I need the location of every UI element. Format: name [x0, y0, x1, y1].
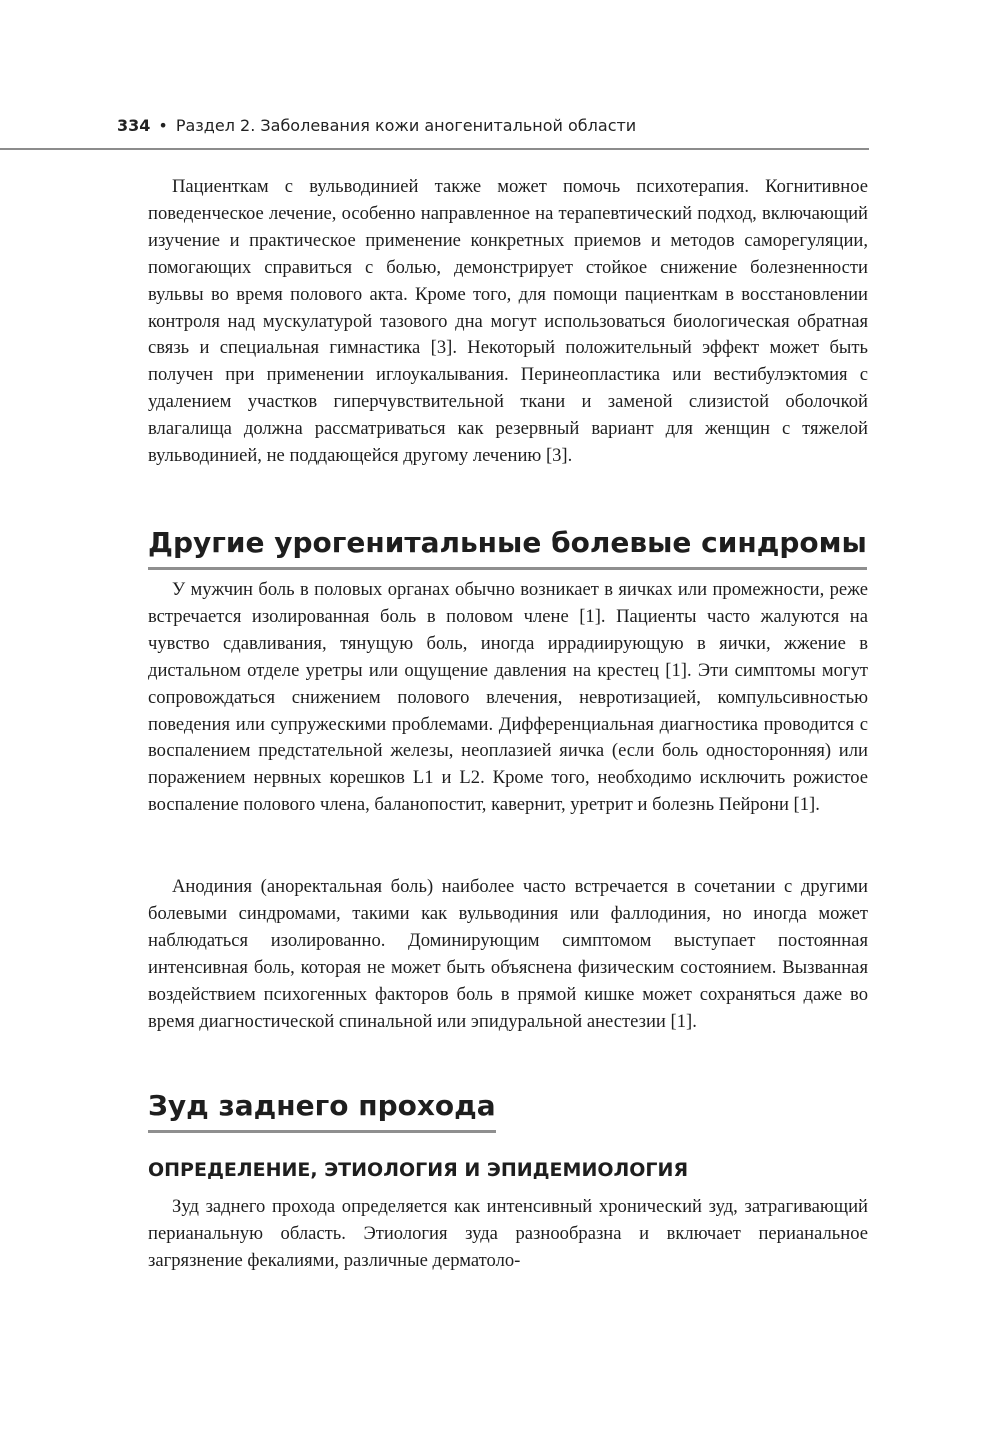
paragraph-male-genital-pain: У мужчин боль в половых органах обычно возникает в яичках или промежности, реже встречается изолированная боль в половом члене [1]. Пациенты часто жалуются на чувство сдавливания, тянущую боль, иногда иррадиирующую в яички, жжение в дистальном отделе уретры или ощущение давления на крестец [1]. Эти симптомы могут сопровождаться снижением полового влечения, невротизацией, компульсивностью поведения или супружескими проблемами. Дифференциальная диагностика проводится с воспалением предстательной железы, неоплазией яичка (если боль односторонняя) или поражением нервных корешков L1 и L2. Кроме того, необходимо исключить рожистое воспаление полового члена, баланопостит, кавернит, уретрит и болезнь Пейрони [1]. [148, 579, 868, 816]
section-title: Раздел 2. Заболевания кожи аногенитальной области [175, 116, 637, 135]
paragraph-vulvodynia-treatment: Пациенткам с вульводинией также может помочь психотерапия. Когнитивное поведенческое лечение, особенно направленное на терапевтический подход, включающий изучение и практическое применение конкретных приемов и методов саморегуляции, помогающих справиться с болью, демонстрирует стойкое снижение болезненности вульвы во время полового акта. Кроме того, для помощи пациенткам в восстановлении контроля над мускулатурой тазового дна могут использоваться биологическая обратная связь и специальная гимнастика [3]. Некоторый положительный эффект может быть получен при применении иглоукалывания. Перинеопластика или вестибулэктомия с удалением участков гиперчувствительной ткани и заменой слизистой оболочкой влагалища должна рассматриваться как резервный вариант для женщин с тяжелой вульводинией, не поддающейся другому лечению [3]. [148, 176, 868, 467]
header-rule [0, 148, 869, 150]
subheading-definition-etiology: ОПРЕДЕЛЕНИЕ, ЭТИОЛОГИЯ И ЭПИДЕМИОЛОГИЯ [148, 1159, 689, 1181]
heading-other-urogenital-pain: Другие урогенитальные болевые синдромы [148, 523, 867, 570]
paragraph-anodynia: Анодиния (аноректальная боль) наиболее часто встречается в сочетании с другими болевыми синдромами, такими как вульводиния или фаллодиния, но иногда может наблюдаться изолированно. Доминирующим симптомом выступает постоянная интенсивная боль, которая не может быть объяснена физическим состоянием. Вызванная воздействием психогенных факторов боль в прямой кишке может сохраняться даже во время диагностической спинальной или эпидуральной анестезии [1]. [148, 876, 868, 1032]
running-header [117, 116, 636, 135]
paragraph-pruritus-definition: Зуд заднего прохода определяется как интенсивный хронический зуд, затрагивающий перианальную область. Этиология зуда разнообразна и включает перианальное загрязнение фекалиями, различные дерматоло- [148, 1196, 868, 1271]
heading-pruritus-ani: Зуд заднего прохода [148, 1086, 496, 1133]
page-number: 334 [117, 116, 151, 135]
header-bullet: • [158, 116, 168, 135]
